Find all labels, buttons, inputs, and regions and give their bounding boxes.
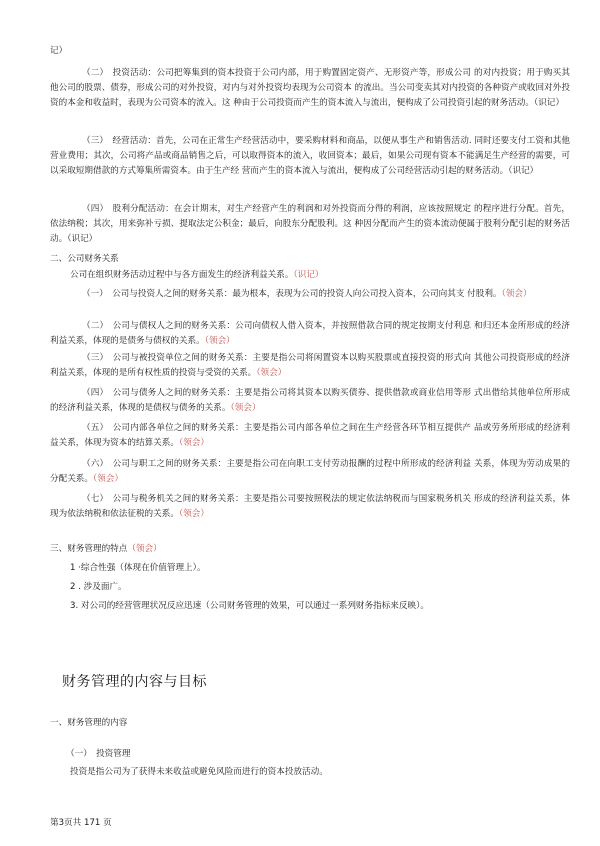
tag-comprehend: （领会） (501, 289, 532, 299)
paragraph-relation-employees: （六） 公司与职工之间的财务关系：主要是指公司在向职工支付劳动报酬的过程中所形成的经济利益 关系，体现为劳动成果的分配关系。（领会） (50, 459, 570, 484)
paragraph-relation-internal-units: （五） 公司内部各单位之间的财务关系：主要是指公司内部各单位之间在生产经营各环节相互提供产 品或劳务所形成的经济利益关系，体现为资本的结算关系。（领会） (50, 423, 570, 448)
chapter-heading: 财务管理的内容与目标 (62, 674, 207, 690)
list-item: 2 . 涉及面广。 (70, 582, 127, 592)
tag-comprehend: （领会） (178, 509, 209, 519)
section-heading-financial-relations: 二、公司财务关系 (50, 254, 119, 264)
tag-comprehend: （领会） (127, 544, 162, 554)
paragraph-relation-tax-authority: （七） 公司与税务机关之间的财务关系：主要是指公司要按照税法的规定依法纳税而与国家税务机关 形成的经济利益关系，体现为依法纳税和依法征税的关系。（领会） (50, 494, 570, 519)
tag-comprehend: （领会） (178, 438, 209, 448)
paragraph-continuation: 记） (50, 46, 68, 56)
section-heading-characteristics: 三、财务管理的特点（领会） (50, 544, 162, 554)
paragraph-relation-investors: （一） 公司与投资人之间的财务关系：最为根本，表现为公司的投资人向公司投入资本，公司向其支 付股利。（领会） (82, 289, 532, 299)
section-heading-content: 一、财务管理的内容 (50, 718, 128, 728)
paragraph-relations-definition: 公司在组织财务活动过程中与各方面发生的经济利益关系。（识记） (70, 270, 324, 280)
list-item: 1 ·综合性强（体现在价值管理上）。 (70, 563, 206, 573)
subsection-heading-investment: （一） 投资管理 (66, 749, 131, 759)
paragraph-relation-creditors: （二） 公司与债权人之间的财务关系：公司向债权人借入资本，并按照借款合同的规定按期支付利息 和归还本金所形成的经济利益关系，体现的是债务与债权的关系。（领会） (50, 321, 570, 346)
paragraph-investment-definition: 投资是指公司为了获得未来收益或避免风险而进行的资本投放活动。 (70, 767, 328, 777)
tag-comprehend: （领会） (204, 336, 235, 346)
paragraph-relation-debtors: （四） 公司与债务人之间的财务关系：主要是指公司将其资本以购买债券、提供借款或商业信用等形 式出借给其他单位所形成的经济利益关系，体现的是债权与债务的关系。（领会） (50, 388, 570, 413)
paragraph-relation-investees: （三） 公司与被投资单位之间的财务关系：主要是指公司将闲置资本以购买股票或直接投资的形式向 其他公司投资形成的经济利益关系，体现的是所有权性质的投资与受资的关系。（领会） (50, 353, 570, 378)
tag-comprehend: （领会） (92, 474, 124, 484)
list-item: 3. 对公司的经营管理状况反应迅速（公司财务管理的效果，可以通过一系列财务指标来反映）。 (70, 601, 429, 611)
paragraph-dividend-activity: （四） 股利分配活动：在会计期末，对生产经营产生的利润和对外投资而分得的利润，应该按照规定 的程序进行分配。首先，依法纳税；其次，用来弥补亏损、提取法定公积金；最后，向股东分配股利。这 种因分配而产生的资本流动便属于股利分配引起的财务活动。（识记） (50, 204, 570, 244)
paragraph-operating-activity: （三） 经营活动：首先，公司在正常生产经营活动中，要采购材料和商品，以便从事生产和销售活动. 同时还要支付工资和其他营业费用；其次，公司将产品或商品销售之后，可以取得资本的流入，收回资本；最后，如果公司现有资本不能满足生产经营的需要，可以采取短期借款的方式筹集所需资本。由于生产经 营而产生的资本流入与流出，便构成了公司经营活动引起的财务活动。（识记） (50, 136, 570, 176)
tag-recall: （识记） (293, 270, 324, 280)
page-footer: 第3页共 171 页 (50, 818, 112, 828)
tag-comprehend: （领会） (256, 368, 287, 378)
tag-comprehend: （领会） (230, 403, 261, 413)
paragraph-investment-activity: （二） 投资活动：公司把筹集到的资本投资于公司内部，用于购置固定资产、无形资产等，形成公司 的对内投资；用于购买其他公司的股票、债券，形成公司的对外投资，对内与对外投资均表现为公司资本 的流出。当公司变卖其对内投资的各种资产或收回对外投资的本金和收益时，表现为公司资本的流入。这 种由于公司投资而产生的资本流入与流出，便构成了公司投资引起的财务活动。（识记） (50, 68, 570, 108)
